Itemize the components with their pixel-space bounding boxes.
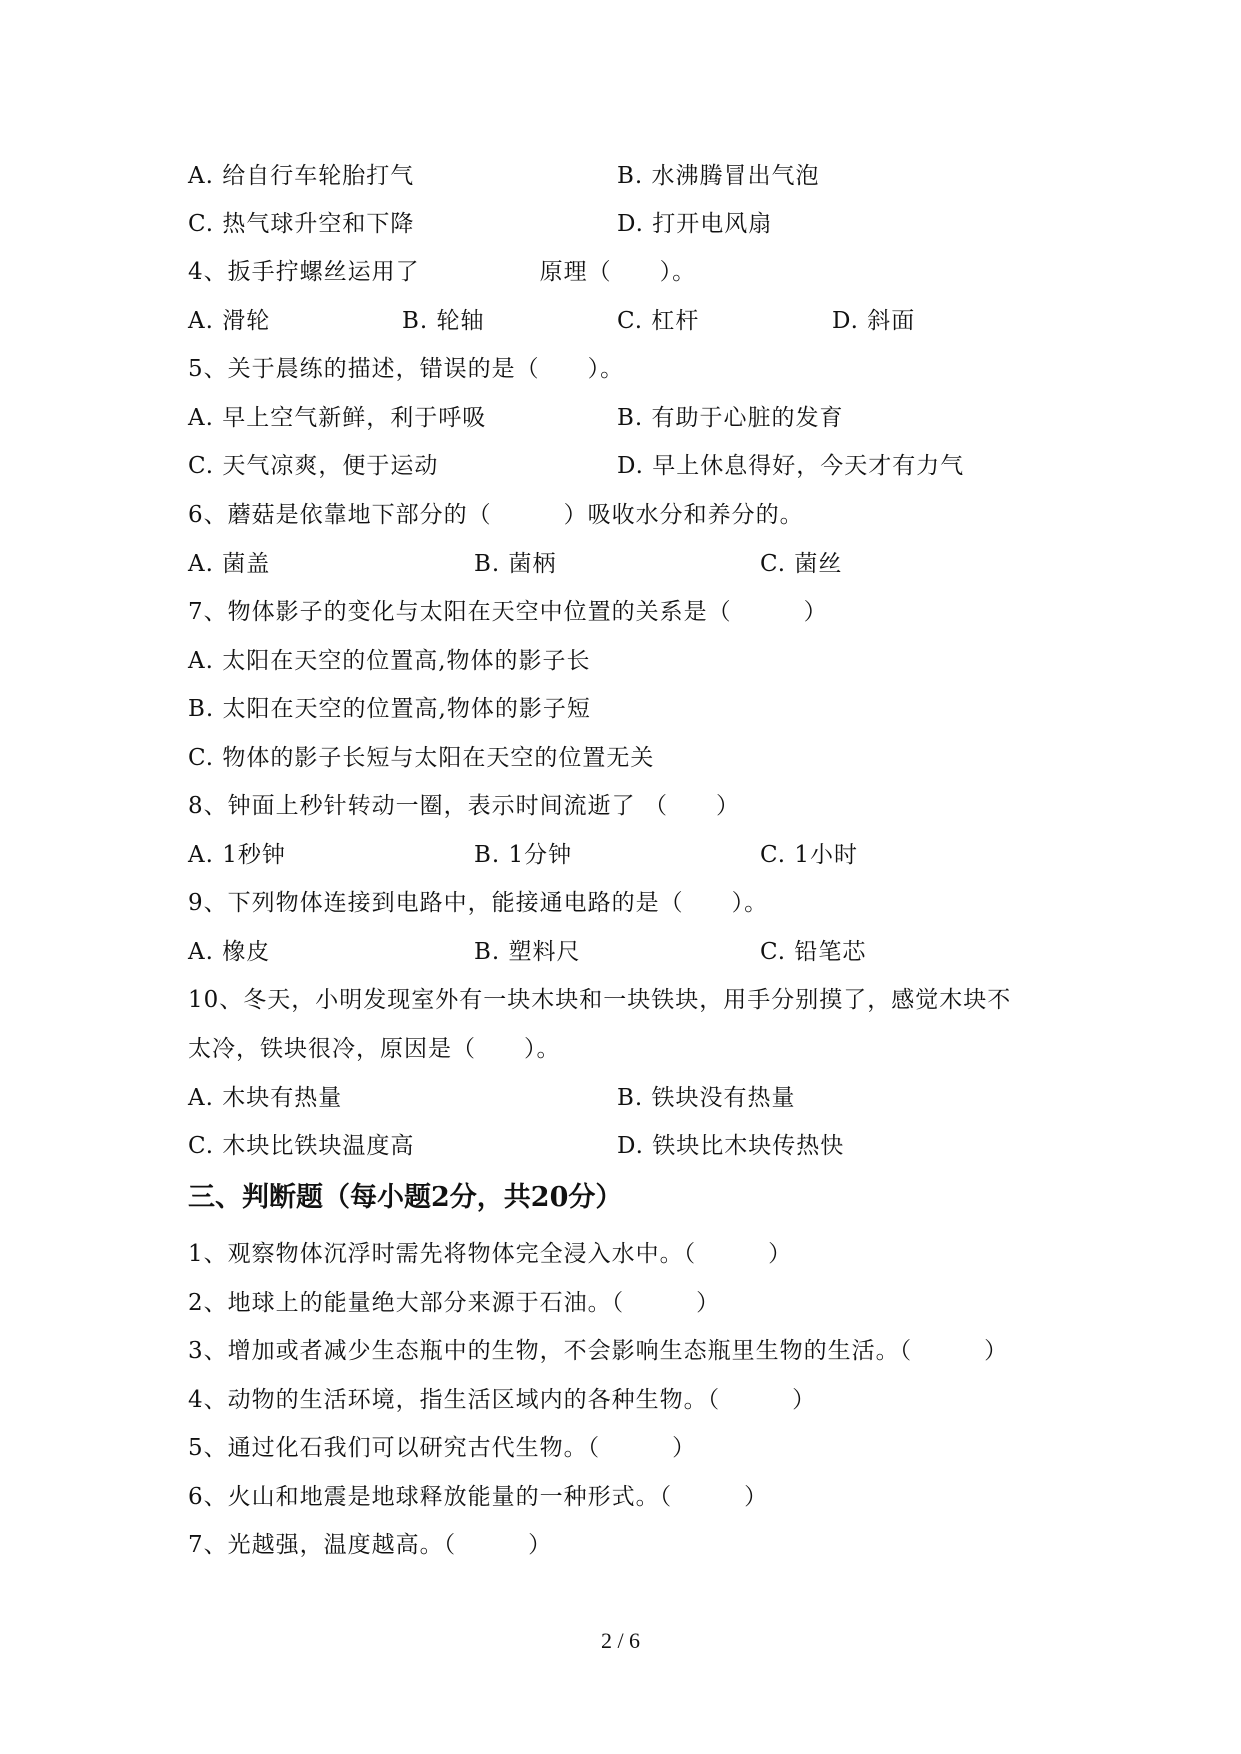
q7-option-b: B. 太阳在天空的位置高,物体的影子短: [188, 696, 591, 722]
q10-option-c: C. 木块比铁块温度高: [188, 1133, 415, 1159]
q3-option-c: C. 热气球升空和下降: [188, 211, 415, 237]
q9-option-b: B. 塑料尺: [474, 939, 581, 965]
q5-option-a: A. 早上空气新鲜，利于呼吸: [188, 405, 487, 431]
q10-option-a: A. 木块有热量: [188, 1085, 343, 1111]
q3-option-a: A. 给自行车轮胎打气: [188, 163, 415, 189]
q4-stem: 4、扳手拧螺丝运用了 原理（ ）。: [188, 259, 697, 285]
judgement-item: 6、火山和地震是地球释放能量的一种形式。（ ）: [188, 1484, 769, 1510]
q3-option-b: B. 水沸腾冒出气泡: [617, 163, 820, 189]
judgement-item: 3、增加或者减少生态瓶中的生物，不会影响生态瓶里生物的生活。（ ）: [188, 1338, 1009, 1364]
q4-option-b: B. 轮轴: [402, 308, 485, 334]
q9-option-a: A. 橡皮: [188, 939, 271, 965]
q5-option-c: C. 天气凉爽，便于运动: [188, 453, 439, 479]
q9-stem: 9、下列物体连接到电路中，能接通电路的是（ ）。: [188, 890, 769, 916]
q3-option-d: D. 打开电风扇: [617, 211, 773, 237]
q8-option-c: C. 1小时: [760, 842, 859, 868]
q6-option-a: A. 菌盖: [188, 551, 271, 577]
q10-option-d: D. 铁块比木块传热快: [617, 1133, 845, 1159]
q10-option-b: B. 铁块没有热量: [617, 1085, 796, 1111]
q10-stem-line1: 10、冬天，小明发现室外有一块木块和一块铁块，用手分别摸了，感觉木块不: [188, 987, 1012, 1013]
judgement-item: 1、观察物体沉浮时需先将物体完全浸入水中。（ ）: [188, 1241, 793, 1267]
q4-option-d: D. 斜面: [832, 308, 916, 334]
judgement-item: 5、通过化石我们可以研究古代生物。（ ）: [188, 1435, 697, 1461]
q9-option-c: C. 铅笔芯: [760, 939, 867, 965]
judgement-item: 2、地球上的能量绝大部分来源于石油。（ ）: [188, 1290, 721, 1316]
q4-option-c: C. 杠杆: [617, 308, 700, 334]
q7-stem: 7、物体影子的变化与太阳在天空中位置的关系是（ ）: [188, 599, 828, 625]
q8-option-a: A. 1秒钟: [188, 842, 286, 868]
q7-option-a: A. 太阳在天空的位置高,物体的影子长: [188, 648, 591, 674]
q7-option-c: C. 物体的影子长短与太阳在天空的位置无关: [188, 745, 655, 771]
page-number: 2 / 6: [600, 1628, 641, 1653]
q8-option-b: B. 1分钟: [474, 842, 573, 868]
q5-option-b: B. 有助于心脏的发育: [617, 405, 844, 431]
judgement-item: 4、动物的生活环境，指生活区域内的各种生物。（ ）: [188, 1387, 817, 1413]
q6-stem: 6、蘑菇是依靠地下部分的（ ）吸收水分和养分的。: [188, 502, 804, 528]
q6-option-b: B. 菌柄: [474, 551, 557, 577]
q8-stem: 8、钟面上秒针转动一圈，表示时间流逝了 （ ）: [188, 793, 740, 819]
q5-stem: 5、关于晨练的描述，错误的是（ ）。: [188, 356, 625, 382]
q6-option-c: C. 菌丝: [760, 551, 843, 577]
section-heading: 三、判断题（每小题2分，共20分）: [188, 1182, 623, 1213]
judgement-item: 7、光越强，温度越高。（ ）: [188, 1532, 553, 1558]
q10-stem-line2: 太冷，铁块很冷，原因是（ ）。: [188, 1036, 561, 1062]
q4-option-a: A. 滑轮: [188, 308, 271, 334]
q5-option-d: D. 早上休息得好，今天才有力气: [617, 453, 965, 479]
